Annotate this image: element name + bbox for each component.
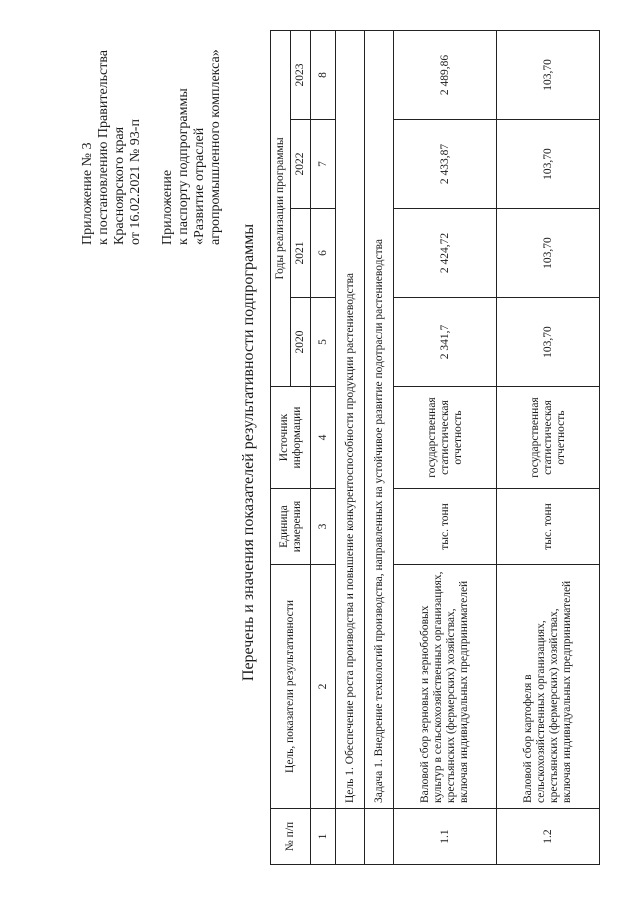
header-source: Источник информации: [271, 387, 311, 489]
row-value: 2 341,7: [394, 298, 497, 387]
row-value: 2 433,87: [394, 120, 497, 209]
appendix-note: [80, 5, 144, 245]
column-number: 4: [311, 387, 336, 489]
goal-num-cell: [336, 809, 365, 865]
row-unit: тыс. тонн: [497, 489, 600, 565]
column-number: 1: [311, 809, 336, 865]
indicators-table: [270, 30, 600, 865]
column-number: 6: [311, 209, 336, 298]
row-unit: тыс. тонн: [394, 489, 497, 565]
attachment-line: Приложение: [160, 169, 175, 245]
row-value: 103,70: [497, 120, 600, 209]
row-value: 103,70: [497, 298, 600, 387]
header-years-group: Годы реализации программы: [271, 30, 291, 386]
task-row: [365, 30, 394, 864]
table-header-row: [271, 30, 291, 864]
table-row: [497, 30, 600, 864]
row-num: 1.1: [394, 809, 497, 865]
table-row: [394, 30, 497, 864]
goal-row: [336, 30, 365, 864]
appendix-line: к постановлению Правительства: [96, 49, 111, 245]
attachment-note: [160, 5, 224, 245]
row-value: 103,70: [497, 209, 600, 298]
row-num: 1.2: [497, 809, 600, 865]
row-value: 2 424,72: [394, 209, 497, 298]
appendix-line: Приложение № 3: [80, 142, 95, 245]
column-number: 5: [311, 298, 336, 387]
attachment-line: «Развитие отраслей: [192, 127, 207, 245]
column-number: 3: [311, 489, 336, 565]
column-number-row: [311, 30, 336, 864]
header-year: 2021: [291, 209, 311, 298]
row-value: 2 489,86: [394, 30, 497, 119]
document-title: Перечень и значения показателей результативности подпрограммы: [240, 223, 257, 682]
appendix-line: Красноярского края: [112, 126, 127, 245]
column-number: 2: [311, 565, 336, 809]
column-number: 8: [311, 30, 336, 119]
attachment-line: к паспорту подпрограммы: [176, 88, 191, 245]
header-indicator: Цель, показатели результативности: [271, 565, 311, 809]
column-number: 7: [311, 120, 336, 209]
row-source: государственная статистическая отчетность: [394, 387, 497, 489]
task-num-cell: [365, 809, 394, 865]
goal-text: Цель 1. Обеспечение роста производства и повышение конкурентоспособности продукции растениеводства: [336, 30, 365, 808]
attachment-line: агропромышленного комплекса»: [208, 49, 223, 245]
header-year: 2023: [291, 30, 311, 119]
row-indicator: Валовой сбор зерновых и зернобобовых культур в сельскохозяйственных организациях, крестьянских (фермерских) хозяйствах, включая индивидуальных предпринимателей: [394, 565, 497, 809]
row-value: 103,70: [497, 30, 600, 119]
appendix-line: от 16.02.2021 № 93-п: [128, 119, 143, 245]
header-year: 2022: [291, 120, 311, 209]
row-indicator: Валовой сбор картофеля в сельскохозяйственных организациях, крестьянских (фермерских) хозяйствах, включая индивидуальных предпринимателей: [497, 565, 600, 809]
task-text: Задача 1. Внедрение технологий производства, направленных на устойчивое развитие подотрасли растениеводства: [365, 30, 394, 808]
header-year: 2020: [291, 298, 311, 387]
header-num: № п/п: [271, 809, 311, 865]
header-unit: Единица измерения: [271, 489, 311, 565]
row-source: государственная статистическая отчетность: [497, 387, 600, 489]
approval-header: [80, 5, 240, 245]
